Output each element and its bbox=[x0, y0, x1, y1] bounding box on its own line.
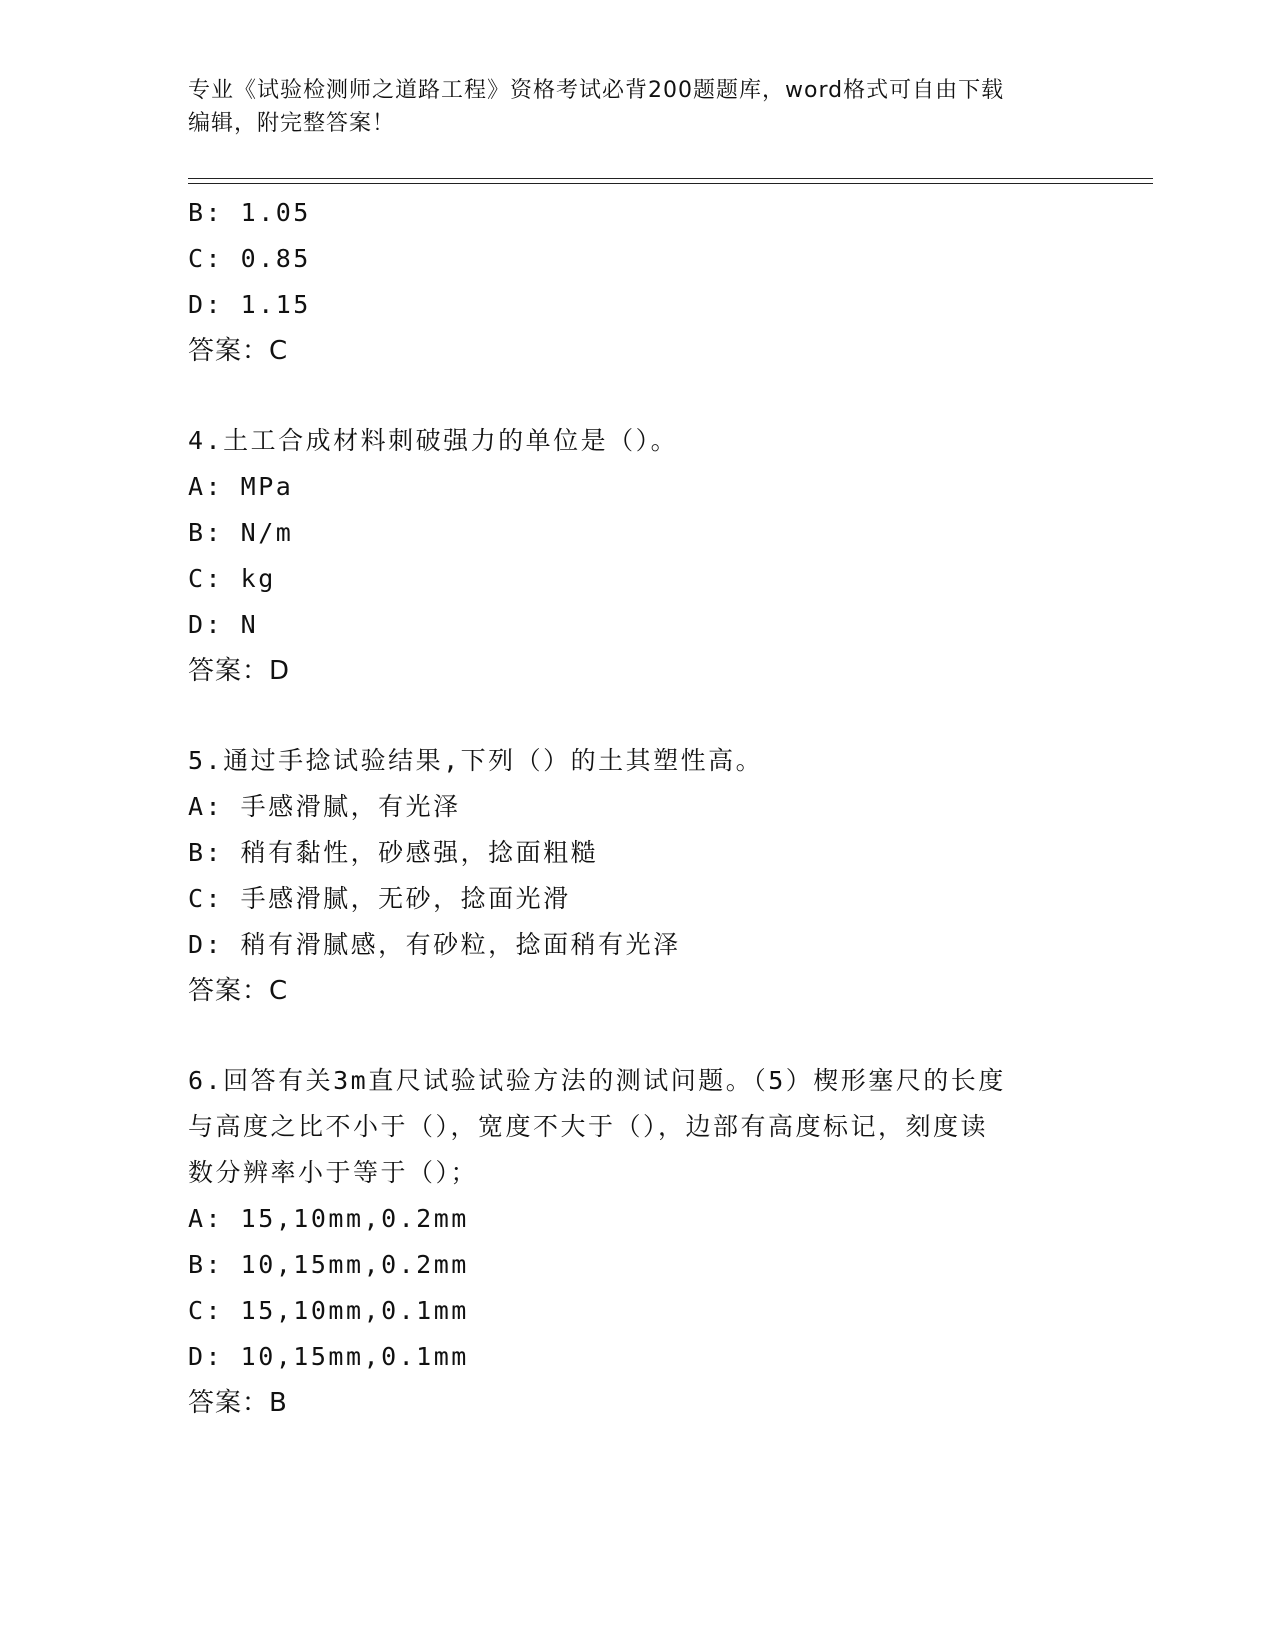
question-block-5 bbox=[188, 738, 1088, 1014]
question-block-6 bbox=[188, 1058, 1088, 1426]
option-b: B: 10,15mm,0.2mm bbox=[188, 1250, 469, 1279]
option-c: C: 手感滑腻，无砂，捻面光滑 bbox=[188, 884, 571, 913]
question-block-prev bbox=[188, 190, 1088, 374]
header-line-2: 编辑，附完整答案！ bbox=[188, 111, 396, 136]
option-d: D: 10,15mm,0.1mm bbox=[188, 1342, 469, 1371]
option-a: A: MPa bbox=[188, 472, 294, 501]
answer-line: 答案：D bbox=[188, 656, 291, 686]
document-header bbox=[188, 74, 1078, 140]
question-text bbox=[188, 1058, 1068, 1196]
header-divider-top bbox=[188, 178, 1153, 179]
option-d: D: 稍有滑腻感，有砂粒，捻面稍有光泽 bbox=[188, 930, 681, 959]
option-b: B: 1.05 bbox=[188, 198, 311, 227]
option-d: D: 1.15 bbox=[188, 290, 311, 319]
question-list bbox=[188, 190, 1088, 1426]
option-d: D: N bbox=[188, 610, 259, 639]
question-text: 5.通过手捻试验结果,下列（）的土其塑性高。 bbox=[188, 746, 764, 775]
option-b: B: N/m bbox=[188, 518, 294, 547]
option-c: C: kg bbox=[188, 564, 276, 593]
question-text: 4.土工合成材料刺破强力的单位是（）。 bbox=[188, 426, 679, 455]
header-divider-bottom bbox=[188, 183, 1153, 184]
option-a: A: 15,10mm,0.2mm bbox=[188, 1204, 469, 1233]
answer-line: 答案：B bbox=[188, 1388, 288, 1418]
question-text-line-1: 6.回答有关3m直尺试验试验方法的测试问题。（5）楔形塞尺的长度 bbox=[188, 1066, 1006, 1095]
answer-line: 答案：C bbox=[188, 336, 289, 366]
question-text-line-3: 数分辨率小于等于（）； bbox=[188, 1158, 479, 1187]
option-b: B: 稍有黏性，砂感强，捻面粗糙 bbox=[188, 838, 599, 867]
question-block-4 bbox=[188, 418, 1088, 694]
option-c: C: 0.85 bbox=[188, 244, 311, 273]
header-line-1: 专业《试验检测师之道路工程》资格考试必背200题题库，word格式可自由下载 bbox=[188, 78, 1005, 103]
question-text-line-2: 与高度之比不小于（），宽度不大于（），边部有高度标记，刻度读 bbox=[188, 1112, 989, 1141]
option-c: C: 15,10mm,0.1mm bbox=[188, 1296, 469, 1325]
answer-line: 答案：C bbox=[188, 976, 289, 1006]
option-a: A: 手感滑腻，有光泽 bbox=[188, 792, 461, 821]
